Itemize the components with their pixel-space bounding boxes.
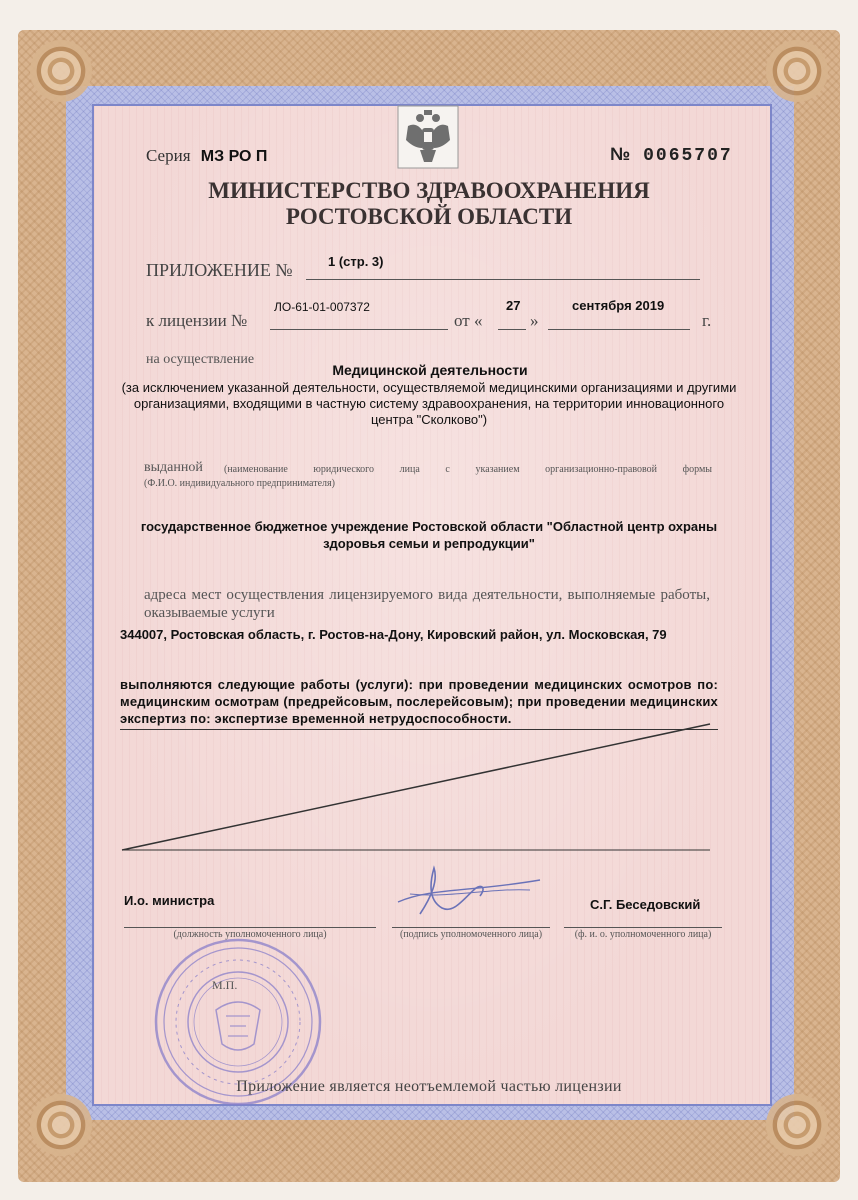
name-hint: (ф. и. о. уполномоченного лица)	[574, 929, 712, 940]
name-underline	[564, 926, 722, 928]
address-label: адреса мест осуществления лицензируемого вида деятельности, выполняемые работы, оказываемые услуги	[144, 587, 710, 621]
ministry-title	[150, 178, 708, 230]
footer-note: Приложение является неотъемлемой частью лицензии	[236, 1078, 622, 1095]
position-underline	[124, 926, 376, 928]
signature-hint: (подпись уполномоченного лица)	[399, 929, 543, 940]
position-hint: (должность уполномоченного лица)	[173, 929, 327, 940]
ministry-title-line2: РОСТОВСКОЙ ОБЛАСТИ	[285, 204, 573, 229]
corner-rosette-icon	[30, 1094, 92, 1156]
number-value: 0065707	[643, 146, 733, 166]
license-month-year: сентября 2019	[572, 298, 665, 313]
activity-label: на осуществление	[146, 352, 255, 367]
license-quote-close: »	[530, 311, 539, 330]
signature-underline	[392, 926, 550, 928]
license-from-label: от «	[454, 311, 483, 330]
cancel-stroke-line	[110, 720, 730, 860]
corner-rosette-icon	[766, 1094, 828, 1156]
series-label: Серия	[146, 146, 191, 165]
issued-hint: (наименование юридического лица с указанием организационно-правовой формы	[224, 464, 712, 475]
issued-label: выданной	[144, 460, 203, 475]
license-day-underline	[498, 328, 526, 330]
appendix-underline	[306, 278, 700, 280]
handwritten-signature	[390, 858, 550, 928]
issued-organization: государственное бюджетное учреждение Ростовской области "Областной центр охраны здоровья семьи и репродукции"	[140, 519, 718, 551]
corner-rosette-icon	[766, 40, 828, 102]
issued-hint2: (Ф.И.О. индивидуального предпринимателя)	[144, 478, 335, 489]
number-label: №	[610, 144, 631, 164]
address-value: 344007, Ростовская область, г. Ростов-на-Дону, Кировский район, ул. Московская, 79	[120, 627, 667, 642]
license-number-underline	[270, 328, 448, 330]
ministry-title-line1: МИНИСТЕРСТВО ЗДРАВООХРАНЕНИЯ	[208, 178, 650, 203]
signer-name: С.Г. Беседовский	[590, 897, 701, 912]
works-text: выполняются следующие работы (услуги): при проведении медицинских осмотров по: медицинским осмотрам (предрейсовым, послерейсовым); при проведении медицинских экспертиз по: экспертизе временной нетрудоспособности.	[120, 677, 718, 726]
corner-rosette-icon	[30, 40, 92, 102]
license-day: 27	[506, 298, 521, 313]
activity-note: (за исключением указанной деятельности, осуществляемой медицинскими организациями и другими организациями, входящими в частную систему здравоохранения, на территории инновационного центра "Сколково")	[121, 380, 737, 427]
signer-position: И.о. министра	[124, 893, 215, 908]
license-number: ЛО-61-01-007372	[274, 300, 370, 314]
activity-name: Медицинской деятельности	[332, 362, 528, 378]
license-label: к лицензии №	[146, 311, 248, 330]
coat-of-arms-icon	[396, 104, 460, 170]
license-month-underline	[548, 328, 690, 330]
series-value: МЗ РО П	[200, 148, 268, 165]
appendix-value: 1 (стр. 3)	[328, 254, 384, 269]
appendix-label: ПРИЛОЖЕНИЕ №	[146, 260, 293, 280]
stamp-mark: М.П.	[212, 978, 238, 992]
license-year-suffix: г.	[702, 311, 712, 330]
